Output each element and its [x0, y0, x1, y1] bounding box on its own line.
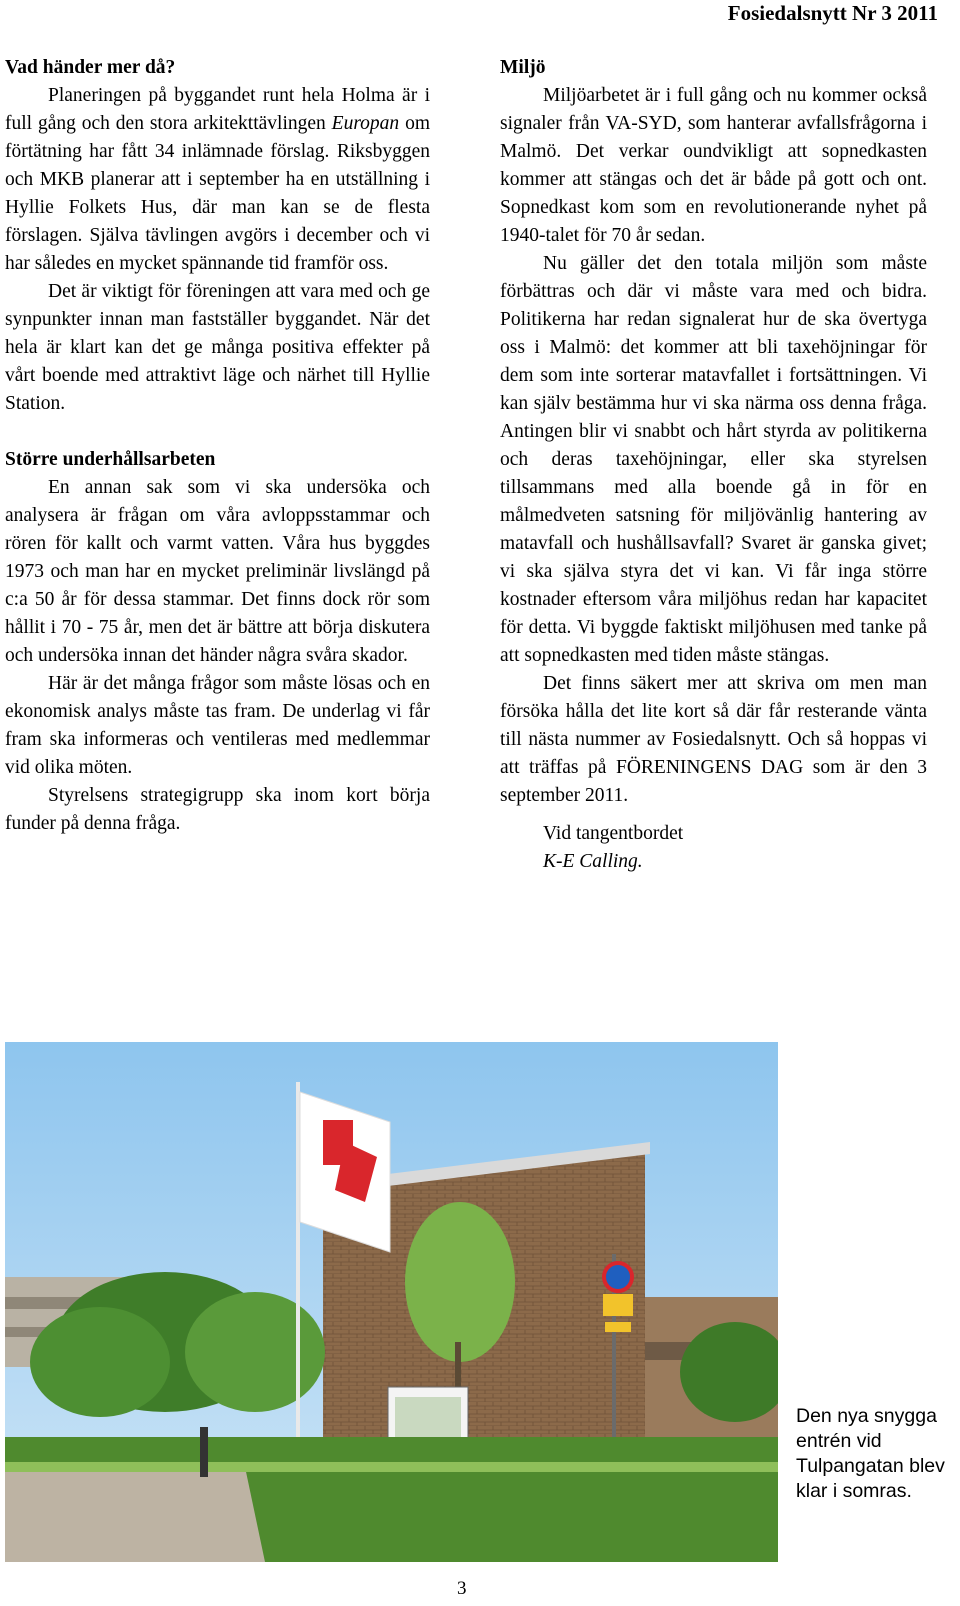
- signature-line: Vid tangentbordet: [543, 823, 684, 844]
- right-column: [500, 54, 927, 876]
- section-heading-underhall: Större underhållsarbeten: [5, 449, 216, 470]
- paragraph: En annan sak som vi ska undersöka och analysera är frågan om våra avloppsstammar och rören för kallt och varmt vatten. Våra hus byggdes 1973 och man har en mycket preliminär livslängd på c:a 50 år för dessa stammar. Det finns dock rör som hållit i 70 - 75 år, men det är bättre att börja diskutera och undersöka innan det händer några svåra skador.: [5, 477, 430, 666]
- section-heading-vad-hander: Vad händer mer då?: [5, 57, 176, 78]
- newsletter-issue-title: Fosiedalsnytt Nr 3 2011: [727, 1, 938, 25]
- paragraph: Planeringen på byggandet runt hela Holma är i full gång och den stora arkitekttävlingen Europan om förtätning har fått 34 inlämnade förslag. Riksbyggen och MKB planerar att i september ha en utställning i Hyllie Folkets Hus, där man kan se de flesta förslagen. Själva tävlingen avgörs i december och vi har således en mycket spännande tid framför oss.: [5, 85, 430, 274]
- paragraph: Nu gäller det den totala miljön som måste förbättras och där vi måste vara med och bidra. Politikerna har redan signalerat hur de ska övertyga oss i Malmö: det kommer att bli taxehöjningar för dem som inte sorterar matavfallet i fortsättningen. Vi kan själv bestämma hur vi ska närma oss denna fråga. Antingen blir vi snabbt och hårt styrda av politikerna och deras taxehöjningar, eller ska styrelsen tillsammans med alla boende gå in för en målmedveten satsning för miljövänlig hantering av matavfall och hushållsavfall? Svaret är ganska givet; vi ska själva styra det vi kan. Vi får inga större kostnader eftersom våra miljöhus redan har kapacitet för detta. Vi byggde faktiskt miljöhusen med tanke på att sopnedkasten med tiden måste stängas.: [500, 253, 927, 666]
- page-number: 3: [457, 1578, 467, 1599]
- entrance-photo: [5, 1042, 778, 1562]
- paragraph: Det finns säkert mer att skriva om men man försöka hålla det lite kort så där får resterande vänta till nästa nummer av Fosiedalsnytt. Och så hoppas vi att träffas på FÖRENINGENS DAG som är den 3 september 2011.: [500, 673, 927, 806]
- paragraph: Här är det många frågor som måste lösas och en ekonomisk analys måste tas fram. De underlag vi får fram ska informeras och ventileras med medlemmar vid olika möten.: [5, 673, 430, 778]
- paragraph: Miljöarbetet är i full gång och nu kommer också signaler från VA-SYD, som hanterar avfallsfrågorna i Malmö. Det verkar oundvikligt att sopnedkasten kommer att stängas och det är både på gott och ont. Sopnedkast kom som en revolutionerande nyhet på 1940-talet för 70 år sedan.: [500, 85, 927, 246]
- left-column: [5, 54, 430, 838]
- photo-caption: Den nya snygga entrén vid Tulpangatan blev klar i somras.: [796, 1405, 945, 1502]
- entrance-photo-image: [5, 1042, 778, 1562]
- signature: [500, 820, 927, 876]
- signature-author: K-E Calling.: [543, 851, 643, 872]
- paragraph: Det är viktigt för föreningen att vara med och ge synpunkter innan man fastställer byggandet. När det hela är klart kan det ge många positiva effekter på vårt boende med attraktivt läge och närhet till Hyllie Station.: [5, 281, 430, 414]
- section-heading-miljo: Miljö: [500, 57, 546, 78]
- paragraph: Styrelsens strategigrupp ska inom kort börja funder på denna fråga.: [5, 785, 430, 834]
